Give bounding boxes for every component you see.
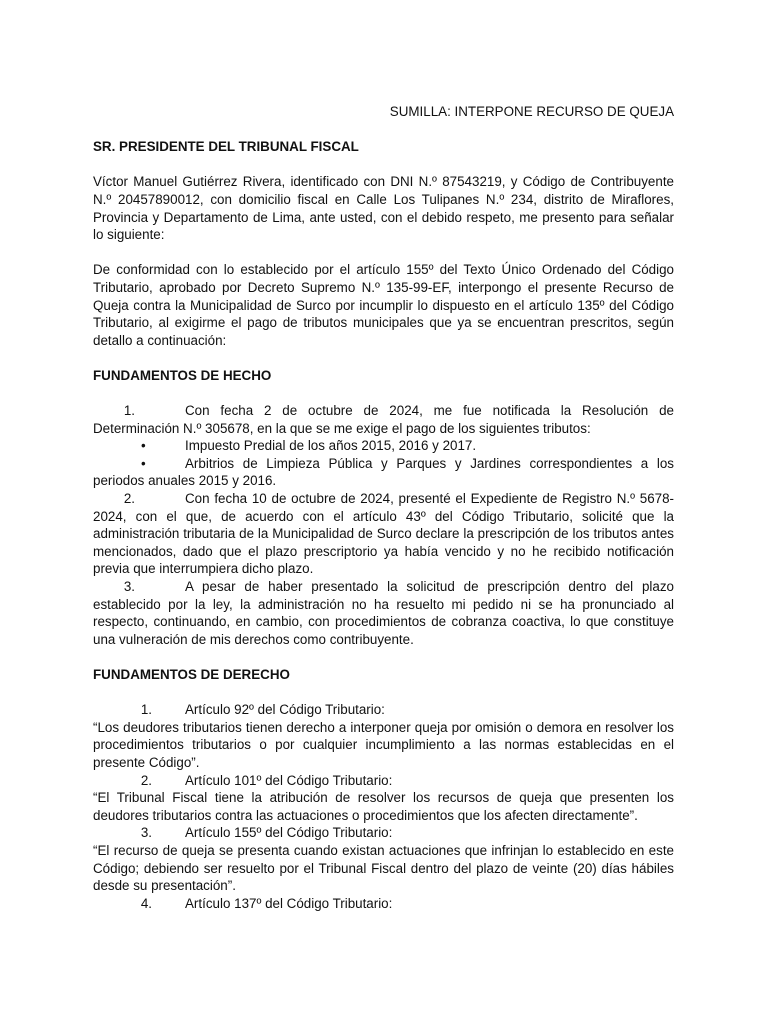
law-item-1 — [93, 701, 674, 719]
spacer — [93, 244, 674, 262]
law-number: 2. — [140, 772, 152, 788]
fact-bullet-1 — [93, 437, 674, 455]
bullet-icon: • — [141, 438, 146, 454]
law-title: Artículo 92º del Código Tributario: — [185, 702, 385, 718]
law-number: 1. — [140, 702, 152, 718]
fact-text: Con fecha 2 de octubre de 2024, me fue notificada la Resolución de Determinación N.º 305678, en la que se me exige el pago de los siguientes tributos: — [93, 403, 674, 436]
law-quote-1: “Los deudores tributarios tienen derecho a interponer queja por omisión o demora en resolver los procedimientos tributarios o por cualquier incumplimiento a las normas establecidas en el presente Código”. — [93, 719, 674, 770]
intro-paragraph: Víctor Manuel Gutiérrez Rivera, identificado con DNI N.º 87543219, y Código de Contribuyente N.º 20457890012, con domicilio fiscal en Calle Los Tulipanes N.º 234, distrito de Miraflores, Provincia y Departamento de Lima, ante usted, con el debido respeto, me presento para señalar lo siguiente: — [93, 174, 674, 243]
fact-item-2 — [93, 490, 674, 578]
document-page — [93, 103, 674, 912]
law-title: Artículo 155º del Código Tributario: — [185, 825, 393, 841]
law-item-3 — [93, 824, 674, 842]
law-quote-2: “El Tribunal Fiscal tiene la atribución de resolver los recursos de queja que presenten los deudores tributarios contra las actuaciones o procedimientos que los afecten directamente”. — [93, 790, 674, 823]
law-number: 3. — [140, 825, 152, 841]
spacer — [93, 684, 674, 702]
addressee: SR. PRESIDENTE DEL TRIBUNAL FISCAL — [93, 139, 359, 155]
bullet-text: Impuesto Predial de los años 2015, 2016 y 2017. — [185, 438, 477, 454]
fact-item-3 — [93, 578, 674, 648]
facts-heading: FUNDAMENTOS DE HECHO — [93, 367, 272, 383]
law-title: Artículo 137º del Código Tributario: — [185, 895, 393, 911]
spacer — [93, 349, 674, 367]
petition-paragraph: De conformidad con lo establecido por el artículo 155º del Texto Único Ordenado del Código Tributario, aprobado por Decreto Supremo N.º 135-99-EF, interpongo el presente Recurso de Queja contra la Municipalidad de Surco por incumplir lo dispuesto en el artículo 135º del Código Tributario, al exigirme el pago de tributos municipales que ya se encuentran prescritos, según detallo a continuación: — [93, 262, 674, 348]
bullet-text: Arbitrios de Limpieza Pública y Parques y Jardines correspondientes a los periodos anuales 2015 y 2016. — [93, 455, 674, 489]
fact-number: 3. — [123, 579, 135, 595]
sumilla: SUMILLA: INTERPONE RECURSO DE QUEJA — [389, 104, 674, 119]
law-heading: FUNDAMENTOS DE DERECHO — [93, 667, 290, 682]
fact-number: 1. — [123, 403, 135, 419]
spacer — [93, 648, 674, 666]
fact-bullet-2 — [93, 455, 674, 490]
law-title: Artículo 101º del Código Tributario: — [185, 772, 393, 788]
law-item-4 — [93, 895, 674, 913]
fact-number: 2. — [123, 491, 135, 507]
spacer — [93, 121, 674, 139]
spacer — [93, 385, 674, 403]
fact-text: Con fecha 10 de octubre de 2024, presenté el Expediente de Registro N.º 5678-2024, con el que, de acuerdo con el artículo 43º del Código Tributario, solicité que la administración tributaria de la Municipalidad de Surco declare la prescripción de los tributos antes mencionados, dado que el plazo prescriptorio ya había vencido y no he recibido notificación previa que interrumpiera dicho plazo. — [93, 491, 674, 577]
law-number: 4. — [140, 895, 152, 911]
law-item-2 — [93, 772, 674, 790]
fact-text: A pesar de haber presentado la solicitud de prescripción dentro del plazo establecido por la ley, la administración no ha resuelto mi pedido ni se ha pronunciado al respecto, continuando, en cambio, con procedimientos de cobranza coactiva, lo que constituye una vulneración de mis derechos como contribuyente. — [93, 579, 674, 647]
bullet-icon: • — [141, 455, 146, 471]
spacer — [93, 156, 674, 174]
law-quote-3: “El recurso de queja se presenta cuando existan actuaciones que infrinjan lo establecido en este Código; debiendo ser resuelto por el Tribunal Fiscal dentro del plazo de veinte (20) días hábiles desde su presentación”. — [93, 842, 674, 894]
fact-item-1 — [93, 402, 674, 437]
